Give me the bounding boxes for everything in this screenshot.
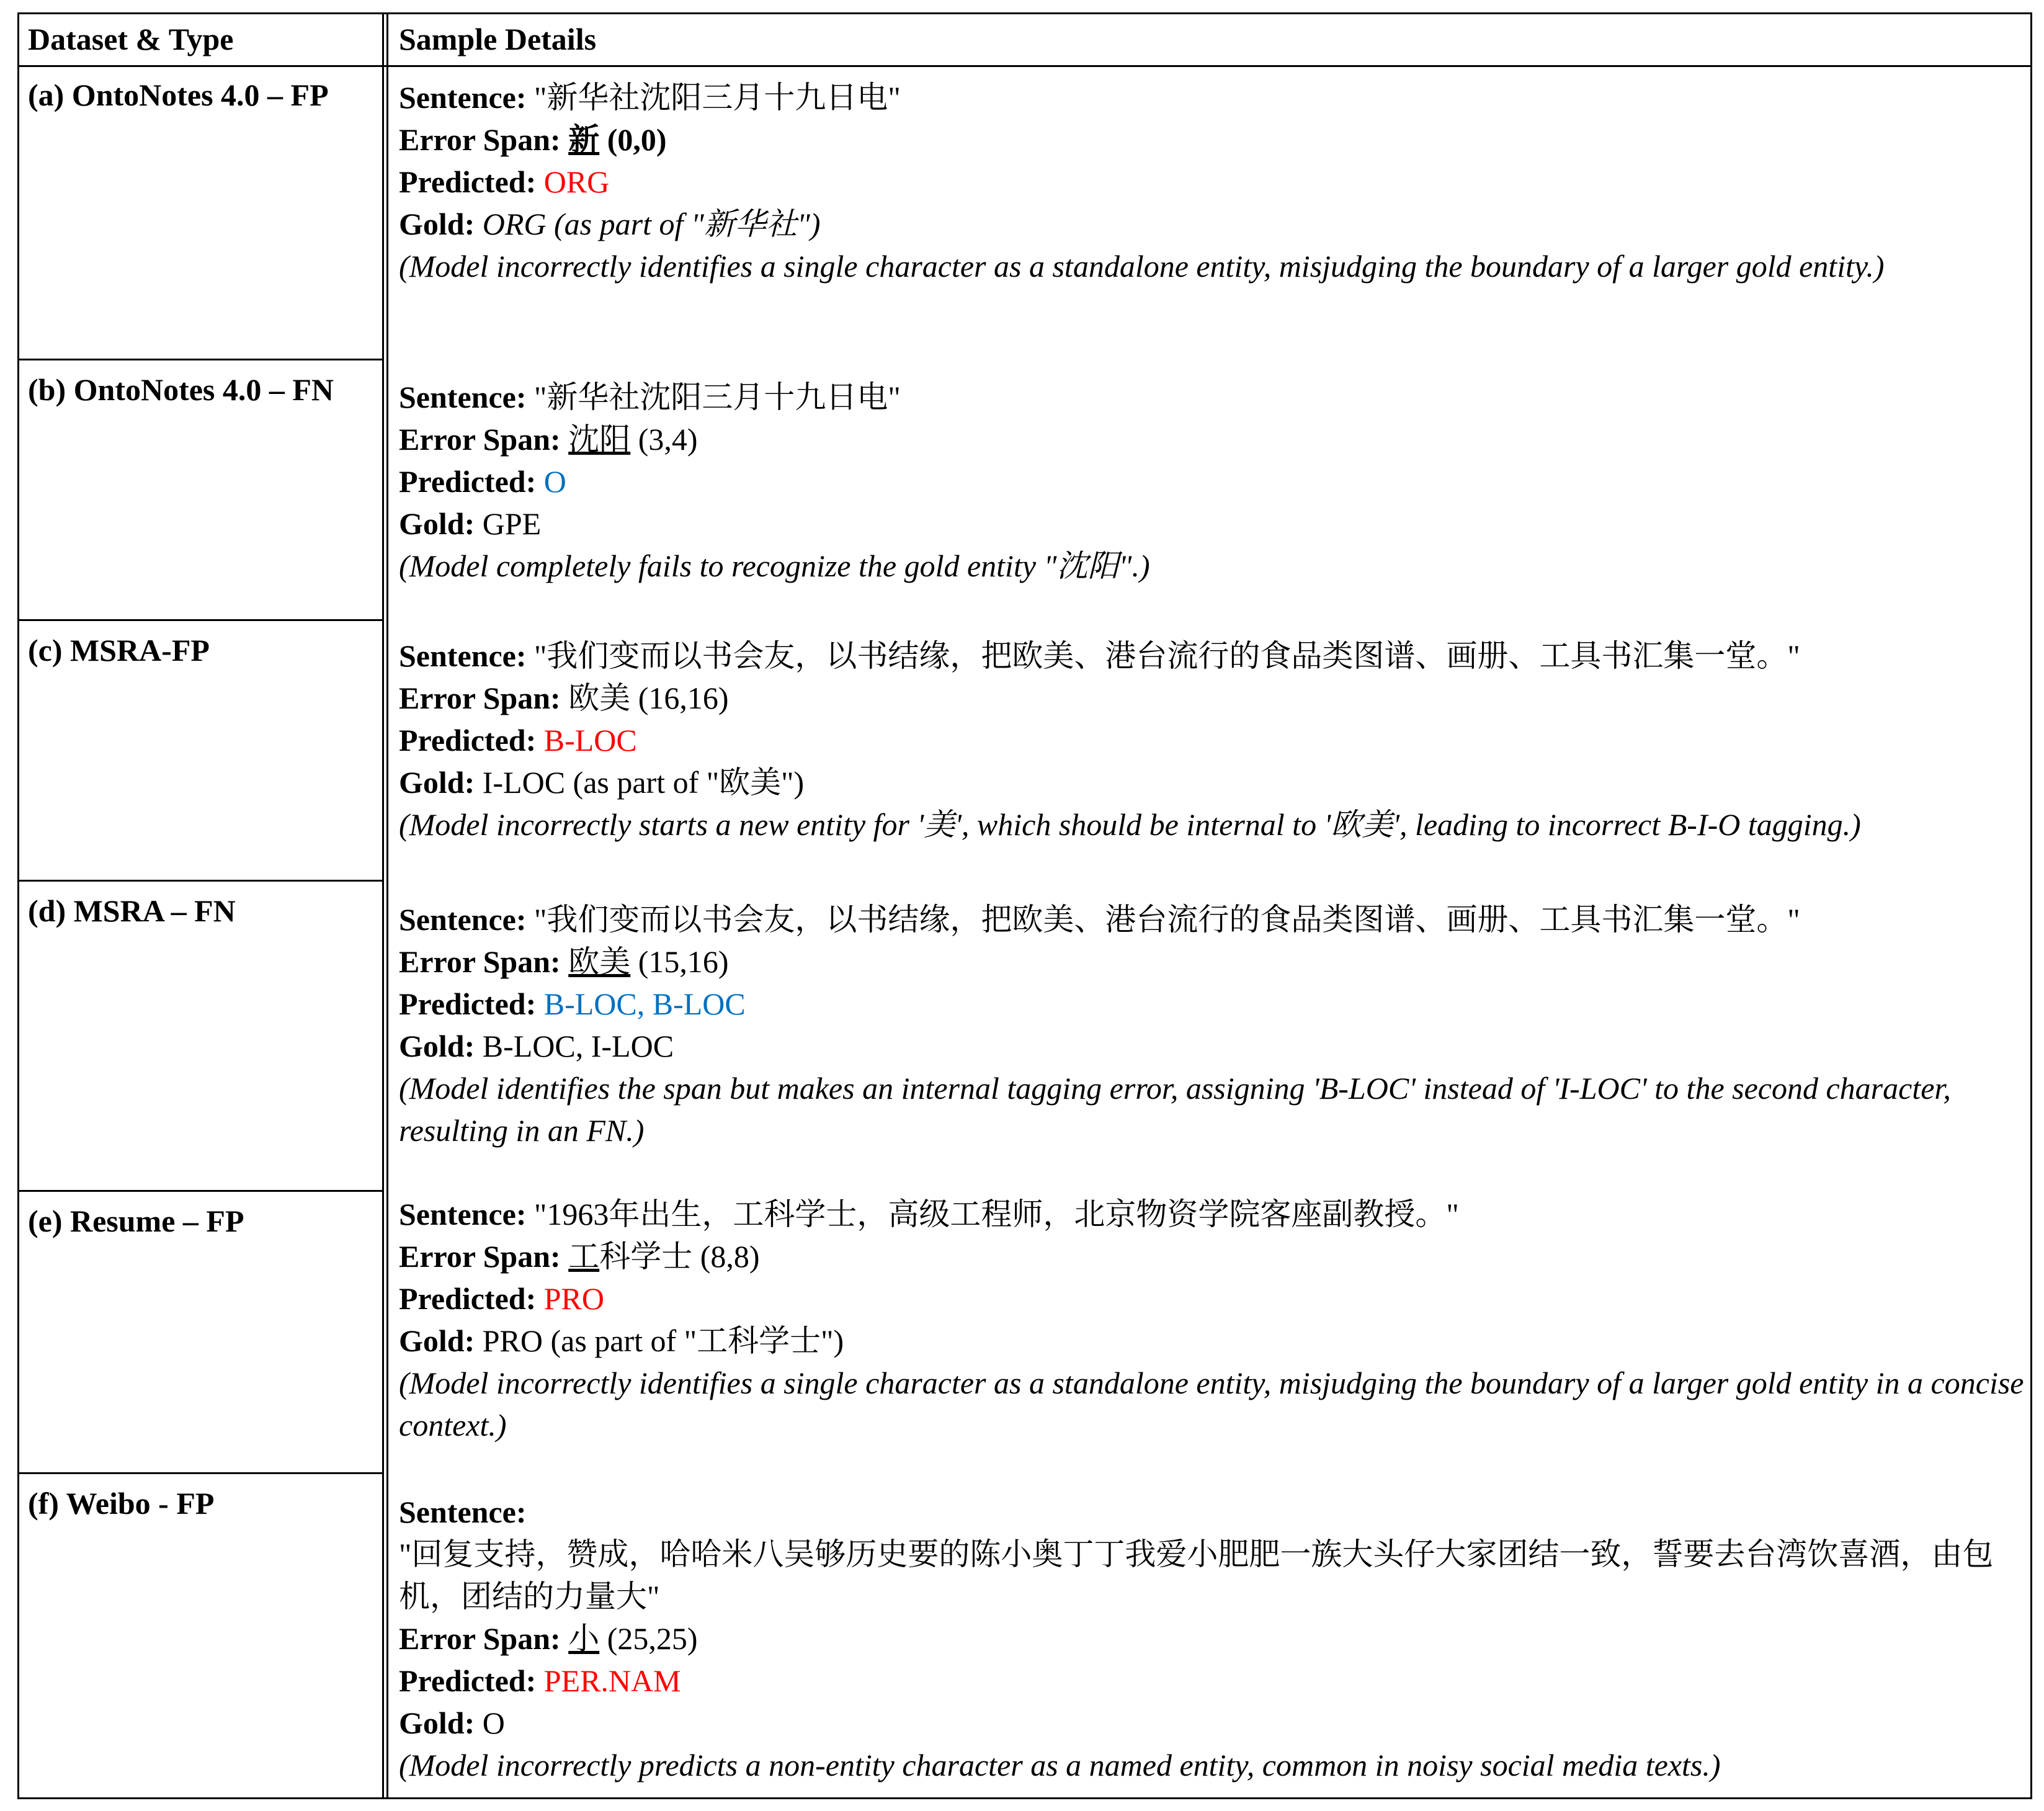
row-divider [19, 359, 384, 360]
error-span-label: Error Span: [399, 1239, 561, 1274]
predicted-value: B-LOC, B-LOC [543, 986, 746, 1021]
column-divider-double [386, 14, 388, 1797]
error-span-label: Error Span: [399, 422, 561, 457]
predicted-label: Predicted: [399, 1281, 537, 1316]
row-label-d: (d) MSRA – FN [28, 893, 236, 928]
predicted-value: PRO [543, 1281, 604, 1316]
explanation-note: (Model completely fails to recognize the gold entity "沈阳".) [399, 548, 1150, 583]
error-span-underlined: 工 [568, 1239, 600, 1274]
sentence-text: "1963年出生，工科学士，高级工程师，北京物资学院客座副教授。" [534, 1197, 1459, 1232]
error-span-position: (15,16) [630, 944, 729, 979]
sentence-text: "新华社沈阳三月十九日电" [534, 80, 901, 115]
explanation-note: (Model incorrectly identifies a single character as a standalone entity, misjudging the boundary of a larger gold entity in a concise context.) [399, 1366, 2024, 1442]
predicted-label: Predicted: [399, 986, 537, 1021]
sentence-text: "新华社沈阳三月十九日电" [534, 380, 901, 414]
gold-value: PRO (as part of "工科学士") [482, 1323, 844, 1358]
gold-value: ORG (as part of "新华社") [482, 207, 821, 241]
predicted-value: ORG [543, 164, 610, 199]
row-divider [19, 1190, 384, 1192]
explanation-note: (Model identifies the span but makes an internal tagging error, assigning 'B-LOC' instead of 'I-LOC' to the second character, resulting in an FN.) [399, 1071, 1951, 1148]
gold-label: Gold: [399, 765, 475, 800]
explanation-note: (Model incorrectly starts a new entity for '美', which should be internal to '欧美', leading to incorrect B-I-O tagging.) [399, 807, 1861, 842]
predicted-value: O [543, 464, 566, 499]
gold-label: Gold: [399, 506, 475, 541]
gold-value: O [482, 1706, 505, 1740]
predicted-label: Predicted: [399, 723, 537, 758]
row-divider [19, 619, 384, 621]
error-span-underlined: 欧美 [568, 944, 631, 979]
row-label-a: (a) OntoNotes 4.0 – FP [28, 78, 329, 112]
row-label-e: (e) Resume – FP [28, 1204, 244, 1238]
explanation-note: (Model incorrectly predicts a non-entity character as a named entity, common in noisy social media texts.) [399, 1748, 1721, 1782]
sentence-text: "回复支持，赞成，哈哈米八吴够历史要的陈小奥丁丁我爱小肥肥一族大头仔大家团结一致，誓要去台湾饮喜酒，由包机，团结的力量大" [399, 1537, 1994, 1614]
sentence-label: Sentence: [399, 902, 527, 937]
error-span-position: (3,4) [630, 422, 698, 457]
row-label-b: (b) OntoNotes 4.0 – FN [28, 372, 334, 407]
error-span-position: (0,0) [599, 122, 667, 157]
header-dataset-type: Dataset & Type [28, 22, 234, 56]
sentence-text: "我们变而以书会友，以书结缘，把欧美、港台流行的食品类图谱、画册、工具书汇集一堂。" [534, 902, 1800, 937]
table-frame [17, 12, 2032, 1799]
predicted-value: B-LOC [543, 723, 637, 758]
sentence-label: Sentence: [399, 1495, 527, 1529]
gold-value: GPE [482, 506, 542, 541]
row-label-c: (c) MSRA-FP [28, 633, 210, 668]
row-label-f: (f) Weibo - FP [28, 1486, 215, 1521]
error-span-text: 科学士 [599, 1239, 693, 1274]
gold-value: I-LOC (as part of "欧美") [482, 765, 805, 800]
error-span-underlined: 小 [568, 1621, 600, 1656]
error-span-label: Error Span: [399, 1621, 561, 1656]
header-divider [19, 65, 2030, 67]
explanation-note: (Model incorrectly identifies a single character as a standalone entity, misjudging the boundary of a larger gold entity.) [399, 249, 1885, 284]
row-divider [19, 880, 384, 882]
sample-details-e [399, 1193, 2024, 1446]
gold-label: Gold: [399, 207, 475, 241]
error-span-underlined: 新 [568, 122, 600, 157]
error-span-position: (8,8) [692, 1239, 760, 1274]
sample-details-d [399, 898, 2024, 1151]
header-sample-details: Sample Details [399, 22, 597, 56]
error-span-label: Error Span: [399, 944, 561, 979]
sentence-label: Sentence: [399, 638, 527, 673]
gold-label: Gold: [399, 1029, 475, 1063]
error-span-label: Error Span: [399, 681, 561, 715]
row-divider [19, 1472, 384, 1474]
error-span-label: Error Span: [399, 122, 561, 157]
predicted-value: PER.NAM [543, 1663, 681, 1698]
gold-value: B-LOC, I-LOC [482, 1029, 674, 1063]
sample-details-c [399, 635, 2024, 846]
gold-label: Gold: [399, 1706, 475, 1740]
sentence-label: Sentence: [399, 1197, 527, 1232]
column-divider [382, 14, 384, 1797]
predicted-label: Predicted: [399, 1663, 537, 1698]
error-span-position: (16,16) [630, 681, 729, 715]
sentence-text: "我们变而以书会友，以书结缘，把欧美、港台流行的食品类图谱、画册、工具书汇集一堂。" [534, 638, 1800, 673]
error-span-text: 欧美 [568, 681, 631, 715]
error-span-underlined: 沈阳 [568, 422, 631, 457]
sample-details-f [399, 1491, 2024, 1786]
error-span-position: (25,25) [599, 1621, 698, 1656]
sample-details-a [399, 76, 2024, 287]
gold-label: Gold: [399, 1323, 475, 1358]
predicted-label: Predicted: [399, 164, 537, 199]
sample-details-b [399, 376, 2024, 587]
predicted-label: Predicted: [399, 464, 537, 499]
sentence-label: Sentence: [399, 80, 527, 115]
sentence-label: Sentence: [399, 380, 527, 414]
